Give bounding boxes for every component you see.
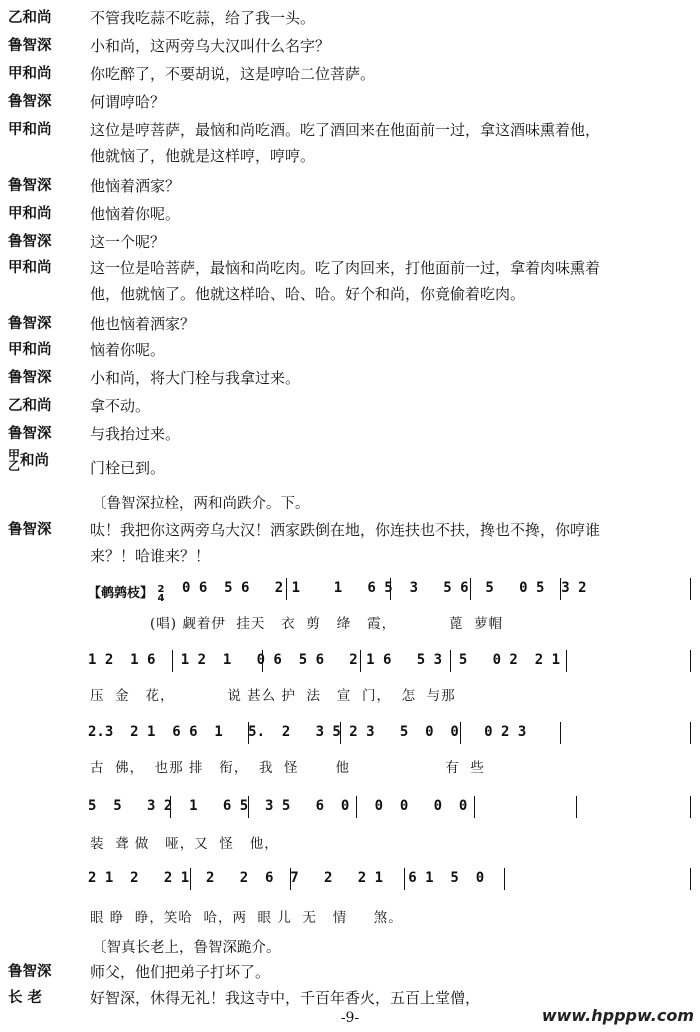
dialogue-text: 他也恼着洒家？ (90, 315, 196, 333)
dialogue-line (8, 258, 692, 306)
speaker-label: 鲁智深 (8, 94, 52, 110)
dialogue-continuation: 他就恼了，他就是这样哼，哼哼。 (90, 147, 316, 165)
lyrics-line-2: 压 金 花， 说 甚么 护 法 宣 门， 怎 与那 (90, 688, 456, 704)
dialogue-text: 拿不动。 (90, 397, 151, 415)
notation-line-3: 2.3 2 1 6 6 1 5. 2 3 5 2 3 5 0 0 0 2 3 (88, 724, 527, 740)
dialogue-line (8, 448, 692, 480)
speaker-label: 鲁智深 (8, 316, 52, 332)
dialogue-text: 师父，他们把弟子打坏了。 (90, 963, 271, 981)
dialogue-text: 他恼着洒家？ (90, 177, 181, 195)
speaker-label: 甲和尚 (8, 122, 52, 138)
lyrics-line-4: 装 聋 做 哑，又 怪 他， (90, 836, 279, 852)
dialogue-continuation: 来？！哈谁来？！ (90, 547, 211, 565)
speaker-label: 鲁智深 (8, 964, 52, 980)
speaker-label: 甲和尚 (8, 342, 52, 358)
stacked-speaker: 甲 乙 (8, 448, 21, 473)
speaker-label: 鲁智深 (8, 426, 52, 442)
dialogue-line (8, 120, 692, 168)
page-number: -9- (340, 1010, 360, 1026)
speaker-label: 鲁智深 (8, 370, 52, 386)
dialogue-text: 恼着你呢。 (90, 341, 166, 359)
dialogue-text: 他恼着你呢。 (90, 205, 181, 223)
speaker-label: 乙和尚 (8, 10, 52, 26)
dialogue-text: 小和尚，这两旁乌大汉叫什么名字？ (90, 37, 331, 55)
dialogue-text: 何谓哼哈？ (90, 93, 166, 111)
dialogue-text: 不管我吃蒜不吃蒜，给了我一头。 (90, 9, 316, 27)
speaker-label: 乙和尚 (8, 398, 52, 414)
notation-line-1: 0 6 5 6 2 1 1 6 5 3 5 6 5 0 5 3 2 (182, 580, 587, 596)
speaker-label: 鲁智深 (8, 522, 52, 538)
speaker-label: 甲 乙和尚 (8, 448, 50, 473)
notation-line-2: 1 2 1 6 1 2 1 0 6 5 6 2 1 6 5 3 5 0 2 2 1 (88, 652, 561, 668)
speaker-label: 鲁智深 (8, 234, 52, 250)
dialogue-text: 这位是哼菩萨，最恼和尚吃酒。吃了酒回来在他面前一过，拿这酒味熏着他， (90, 121, 601, 139)
speaker-label: 甲和尚 (8, 260, 52, 276)
dialogue-line (8, 520, 692, 568)
notation-line-5: 2 1 2 2 1 2 2 6 7 2 2 1 6 1 5 0 (88, 870, 485, 886)
speaker-label: 长 老 (8, 990, 43, 1006)
speaker-label: 鲁智深 (8, 38, 52, 54)
dialogue-text: 门栓已到。 (90, 459, 166, 477)
stage-direction: 〔鲁智深拉栓，两和尚跌介。下。 (92, 496, 310, 512)
dialogue-text: 你吃醉了，不要胡说，这是哼哈二位菩萨。 (90, 65, 376, 83)
tune-name: 【鹌鹑枝】 2 4 (88, 583, 165, 604)
dialogue-text: 小和尚，将大门栓与我拿过来。 (90, 369, 301, 387)
dialogue-text: 呔！我把你这两旁乌大汉！洒家跌倒在地，你连扶也不扶，搀也不搀，你哼谁 (90, 521, 601, 539)
lyrics-line-5: 眼 睁 睁，笑哈 哈，两 眼 儿 无 情 煞。 (90, 910, 403, 926)
stage-direction: 〔智真长老上，鲁智深跪介。 (92, 940, 281, 956)
speaker-label: 甲和尚 (8, 206, 52, 222)
dialogue-text: 这一位是哈菩萨，最恼和尚吃肉。吃了肉回来，打他面前一过，拿着肉味熏着 (90, 259, 601, 277)
dialogue-text: 与我抬过来。 (90, 425, 181, 443)
lyrics-line-1: (唱) 觑着伊 挂天 衣 剪 绛 霞， 蓖 萝帽 (150, 616, 504, 632)
watermark: www.hpppw.com (541, 1006, 694, 1025)
dialogue-text: 好智深，休得无礼！我这寺中，千百年香火，五百上堂僧， (90, 989, 481, 1007)
speaker-label: 甲和尚 (8, 66, 52, 82)
speaker-label: 鲁智深 (8, 178, 52, 194)
dialogue-text: 这一个呢？ (90, 233, 166, 251)
notation-line-4: 5 5 3 2 1 6 5 3 5 6 0 0 0 0 0 (88, 798, 468, 814)
time-signature: 2 4 (157, 583, 165, 604)
dialogue-continuation: 他，他就恼了。他就这样哈、哈、哈。好个和尚，你竟偷着吃肉。 (90, 285, 526, 303)
lyrics-line-3: 古 佛， 也那 排 衔， 我 怪 他 有 些 (90, 760, 485, 776)
